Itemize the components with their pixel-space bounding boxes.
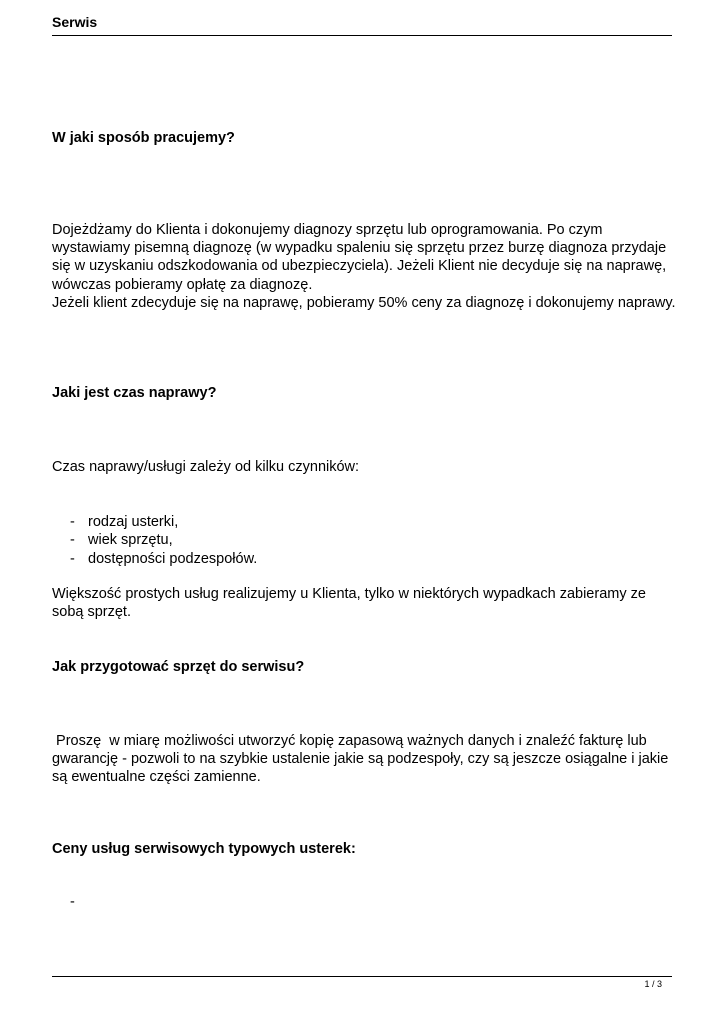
page-number: 1 / 3 [644,979,662,989]
section-heading-how-we-work: W jaki sposób pracujemy? [52,130,235,146]
repair-factors-list [70,513,257,568]
list-item-text: rodzaj usterki, [88,514,179,530]
paragraph: Jeżeli klient zdecyduje się na naprawę, pobieramy 50% ceny za diagnozę i dokonujemy naprawy. [52,294,676,311]
empty-list-dash: - [70,894,75,910]
header-rule [52,35,672,36]
page-header-title: Serwis [52,14,98,30]
section-heading-repair-time: Jaki jest czas naprawy? [52,385,217,401]
bullet-dash: - [70,532,75,549]
repair-time-outro: Większość prostych usług realizujemy u Klienta, tylko w niektórych wypadkach zabieramy ze sobą sprzęt. [52,586,646,621]
list-item [70,513,257,531]
how-we-work-text [52,221,677,312]
list-item [70,550,257,568]
bullet-dash: - [70,550,75,567]
section-heading-service-prices: Ceny usług serwisowych typowych usterek: [52,841,356,857]
footer-rule [52,976,672,977]
section-heading-prepare-equipment: Jak przygotować sprzęt do serwisu? [52,659,305,675]
prepare-equipment-text: Proszę w miarę możliwości utworzyć kopię zapasową ważnych danych i znaleźć fakturę lub gwarancję - pozwoli to na szybkie ustalenie jakie są podzespoły, czy są jeszcze osiągalne i jakie są ewentualne części zamienne. [52,733,673,786]
repair-time-intro: Czas naprawy/usługi zależy od kilku czynników: [52,459,360,475]
list-item-text: dostępności podzespołów. [88,550,258,567]
list-item-text: wiek sprzętu, [88,532,173,549]
paragraph: Dojeżdżamy do Klienta i dokonujemy diagnozy sprzętu lub oprogramowania. Po czym wystawiamy pisemną diagnozę (w wypadku spaleniu się sprzętu przez burzę diagnoza przydaje się w uzyskaniu odszkodowania od ubezpieczyciela). Jeżeli Klient nie decyduje się na naprawę, wówczas pobieramy opłatę za diagnozę. [52,222,667,293]
list-item [70,531,257,549]
bullet-dash: - [70,514,75,530]
